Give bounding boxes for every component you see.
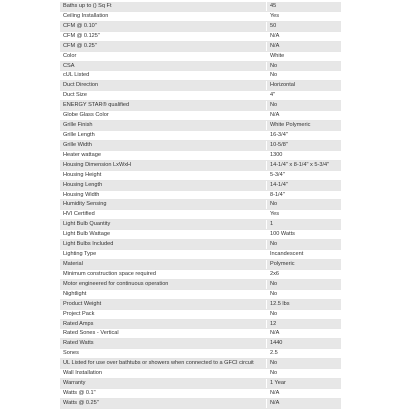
spec-name: Grille Width [60,140,266,150]
spec-row [60,210,341,220]
spec-name: Wall Installation [60,369,266,379]
spec-name: Rated Amps [60,319,266,329]
spec-row [60,111,341,121]
spec-name: CFM @ 0.10" [60,21,266,31]
spec-name: Housing Height [60,170,266,180]
spec-value: 2.5 [266,349,341,359]
spec-value: Yes [266,11,341,21]
spec-value: 12.5 lbs [266,299,341,309]
spec-value: 2x6 [266,269,341,279]
spec-row [60,369,341,379]
spec-row [60,121,341,131]
spec-value: 1 [266,220,341,230]
spec-row [60,329,341,339]
spec-name: Nightlight [60,289,266,299]
spec-row [60,299,341,309]
spec-name: HVI Certified [60,210,266,220]
spec-value: 45 [266,2,341,11]
spec-name: Light Bulbs Included [60,240,266,250]
spec-value: No [266,200,341,210]
spec-value: Yes [266,210,341,220]
spec-value: 5-3/4" [266,170,341,180]
specifications-table [60,2,341,409]
spec-name: Grille Finish [60,121,266,131]
spec-value: No [266,279,341,289]
spec-name: Duct Direction [60,81,266,91]
spec-value: No [266,289,341,299]
spec-row [60,31,341,41]
spec-value: N/A [266,31,341,41]
spec-row [60,379,341,389]
spec-row [60,101,341,111]
spec-value: White Polymeric [266,121,341,131]
spec-value: No [266,71,341,81]
spec-value: N/A [266,329,341,339]
spec-name: Watts @ 0.25" [60,398,266,408]
spec-row [60,170,341,180]
spec-value: Horizontal [266,81,341,91]
spec-value: Incandescent [266,250,341,260]
spec-row [60,259,341,269]
spec-name: ENERGY STAR® qualified [60,101,266,111]
spec-value: No [266,101,341,111]
spec-row [60,51,341,61]
spec-row [60,91,341,101]
spec-row [60,279,341,289]
spec-row [60,250,341,260]
spec-row [60,21,341,31]
spec-name: Light Bulb Wattage [60,230,266,240]
spec-value: No [266,369,341,379]
spec-name: Housing Width [60,190,266,200]
spec-row [60,140,341,150]
spec-row [60,388,341,398]
spec-name: Minimum construction space required [60,269,266,279]
spec-name: Warranty [60,379,266,389]
spec-row [60,71,341,81]
spec-name: Humidity Sensing [60,200,266,210]
spec-row [60,150,341,160]
spec-row [60,41,341,51]
spec-row [60,81,341,91]
spec-row [60,230,341,240]
spec-row [60,269,341,279]
spec-value: 1 Year [266,379,341,389]
spec-row [60,220,341,230]
spec-value: 1440 [266,339,341,349]
spec-name: Rated Watts [60,339,266,349]
specifications-table-body [60,2,341,408]
spec-row [60,190,341,200]
spec-row [60,180,341,190]
spec-value: No [266,61,341,71]
spec-name: UL Listed for use over bathtubs or showers when connected to a GFCI circuit [60,359,266,369]
spec-name: Grille Length [60,130,266,140]
spec-value: 1300 [266,150,341,160]
spec-row [60,359,341,369]
spec-name: Color [60,51,266,61]
spec-value: 8-1/4" [266,190,341,200]
spec-row [60,200,341,210]
spec-row [60,2,341,11]
spec-value: No [266,240,341,250]
spec-name: CSA [60,61,266,71]
spec-name: cUL Listed [60,71,266,81]
spec-value: N/A [266,388,341,398]
spec-row [60,240,341,250]
spec-name: CFM @ 0.125" [60,31,266,41]
spec-value: 14-1/4" x 8-1/4" x 5-3/4" [266,160,341,170]
spec-row [60,11,341,21]
spec-row [60,61,341,71]
spec-name: Ceiling Installation [60,11,266,21]
spec-name: Rated Sones - Vertical [60,329,266,339]
spec-name: Housing Dimension LxWxH [60,160,266,170]
spec-value: 100 Watts [266,230,341,240]
spec-value: 10-5/8" [266,140,341,150]
spec-value: N/A [266,398,341,408]
spec-value: N/A [266,41,341,51]
spec-value: Polymeric [266,259,341,269]
spec-name: Watts @ 0.1" [60,388,266,398]
spec-row [60,289,341,299]
spec-row [60,309,341,319]
spec-value: 14-1/4" [266,180,341,190]
spec-name: Sones [60,349,266,359]
spec-row [60,339,341,349]
spec-value: 16-3/4" [266,130,341,140]
spec-row [60,349,341,359]
spec-name: Lighting Type [60,250,266,260]
spec-row [60,160,341,170]
spec-name: Baths up to () Sq Ft [60,2,266,11]
spec-value: 50 [266,21,341,31]
spec-row [60,130,341,140]
spec-name: Duct Size [60,91,266,101]
spec-name: Motor engineered for continuous operation [60,279,266,289]
spec-name: Globe Glass Color [60,111,266,121]
spec-value: No [266,309,341,319]
spec-value: 12 [266,319,341,329]
spec-name: Project Pack [60,309,266,319]
spec-value: No [266,359,341,369]
spec-row [60,319,341,329]
spec-name: Material [60,259,266,269]
spec-value: 4" [266,91,341,101]
spec-value: N/A [266,111,341,121]
spec-value: White [266,51,341,61]
spec-name: Housing Length [60,180,266,190]
spec-name: Light Bulb Quantity [60,220,266,230]
spec-name: Heater wattage [60,150,266,160]
spec-name: Product Weight [60,299,266,309]
spec-name: CFM @ 0.25" [60,41,266,51]
